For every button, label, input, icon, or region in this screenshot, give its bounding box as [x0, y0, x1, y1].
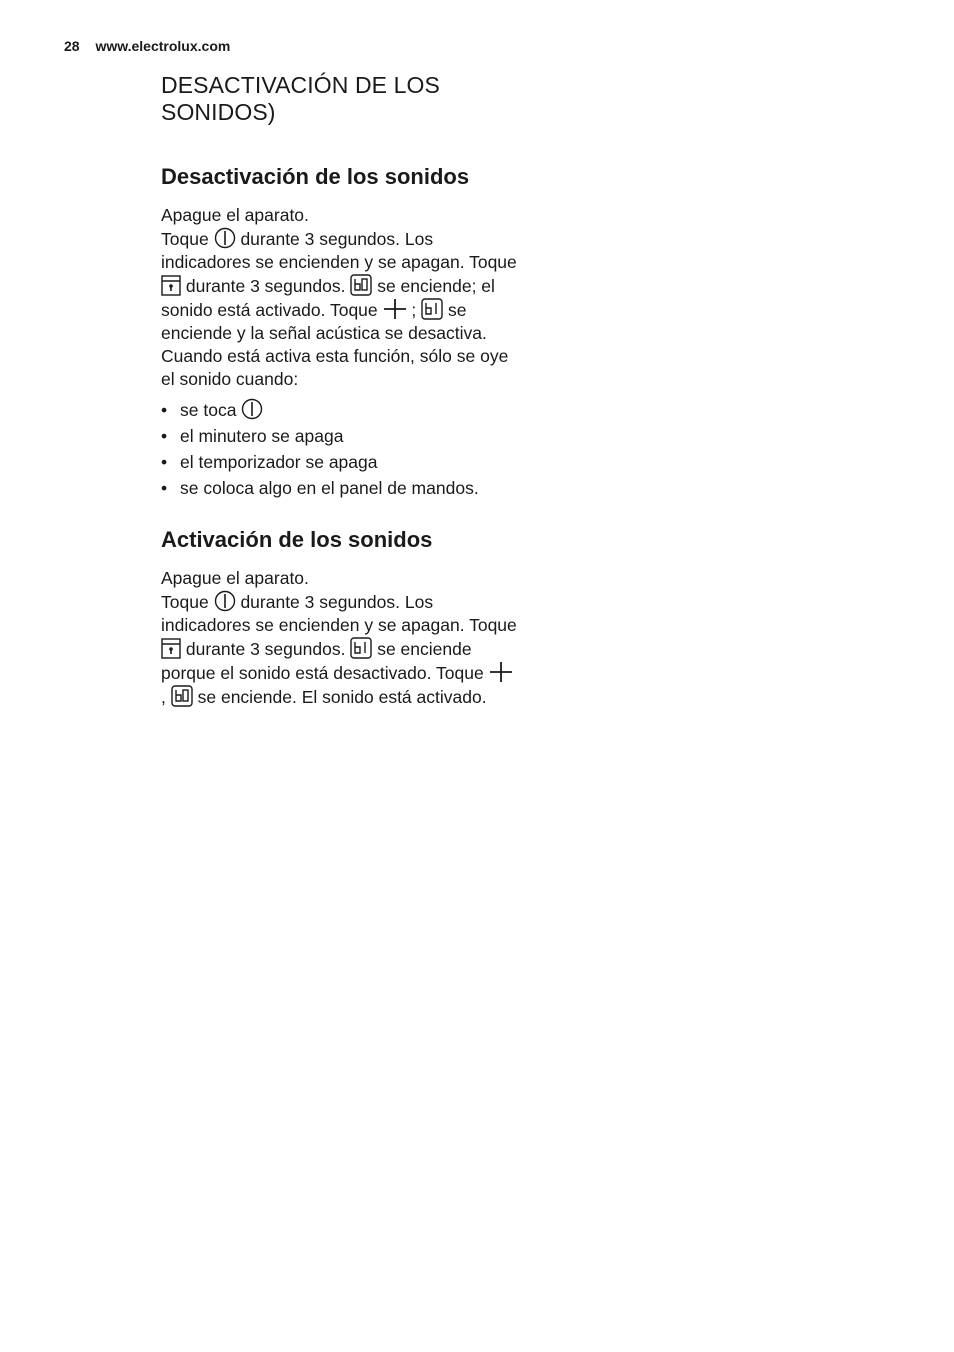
text: ; — [411, 300, 417, 320]
plus-icon — [489, 661, 513, 683]
display-b1-icon — [421, 298, 443, 320]
display-b1-icon — [350, 637, 372, 659]
text: se enciende y la señal acústica se desactiva. Cuando está activa esta función, sólo se oye el sonido cuando: — [161, 300, 509, 389]
lock-icon — [161, 637, 181, 659]
list-item: • el minutero se apaga — [161, 423, 521, 449]
text: , — [161, 687, 166, 707]
page-header — [64, 38, 230, 54]
power-icon — [241, 398, 263, 420]
text: Toque — [161, 592, 209, 612]
text: se enciende. El sonido está activado. — [197, 687, 487, 707]
list-item — [161, 397, 521, 423]
heading-activate: Activación de los sonidos — [161, 527, 433, 552]
text: se toca — [180, 400, 237, 420]
display-b0-icon — [350, 274, 372, 296]
lock-icon — [161, 274, 181, 296]
website-link[interactable]: www.electrolux.com — [95, 38, 231, 54]
power-icon — [214, 590, 236, 612]
activate-step-1: Apague el aparato. — [161, 568, 309, 588]
text: se enciende; el sonido está activado. Toque — [161, 276, 495, 320]
deactivate-step-2 — [161, 227, 521, 391]
list-item: • se coloca algo en el panel de mandos. — [161, 475, 521, 501]
text: durante 3 segundos. — [185, 639, 346, 659]
text: durante 3 segundos. Los indicadores se encienden y se apagan. Toque — [161, 592, 517, 635]
activate-step-2 — [161, 590, 521, 709]
text: durante 3 segundos. Los indicadores se encienden y se apagan. Toque — [161, 229, 517, 272]
power-icon — [214, 227, 236, 249]
page-number: 28 — [64, 38, 80, 54]
plus-icon — [383, 298, 407, 320]
sound-conditions-list — [161, 397, 521, 501]
deactivate-step-1: Apague el aparato. — [161, 205, 309, 225]
display-b0-icon — [171, 685, 193, 707]
main-content — [161, 72, 521, 709]
heading-deactivate: Desactivación de los sonidos — [161, 164, 470, 189]
text: se enciende porque el sonido está desactivado. Toque — [161, 639, 484, 683]
text: Toque — [161, 229, 209, 249]
section-title: DESACTIVACIÓN DE LOS SONIDOS) — [161, 72, 440, 125]
list-item: • el temporizador se apaga — [161, 449, 521, 475]
text: durante 3 segundos. — [185, 276, 346, 296]
